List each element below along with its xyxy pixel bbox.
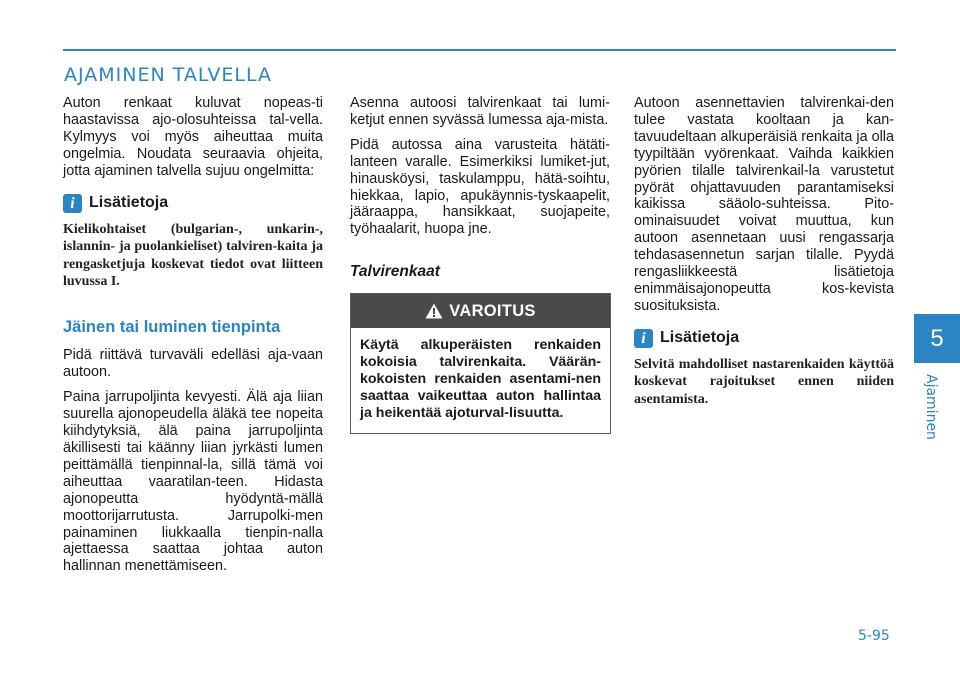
info-title: Lisätietoja: [660, 328, 740, 346]
paragraph-equipment: Pidä autossa aina varusteita hätäti-lanteen varalle. Esimerkiksi lumiket-jut, hinausköysi, taskulamppu, hätä-soihtu, hiekkaa, lapio, apukäynnis-tyskaapelit, jääraappa, hansikkaat, suojapeite, työhaalarit, huopa jne.: [350, 136, 610, 238]
info-title: Lisätietoja: [89, 193, 169, 211]
info-icon: i: [63, 194, 82, 213]
paragraph-tire-specs: Autoon asennettavien talvirenkai-den tulee vastata kooltaan ja kan-tavuudeltaan alkuperäisiä renkaita ja olla tyypiltään vyörenkaat. Vaihda kaikkien pyörien tilalle talvirenkail-la varustetut pyörät ohjattavuuden parantamiseksi kaikissa sääolo-suhteissa. Pito-ominaisuudet voivat muuttua, kun autoon asennetaan uusi rengassarja tehdasasennetun sarjan tilalle. Pyydä rengasliikkeestä lisätietoja enimmäisajonopeutta kos-kevista suosituksista.: [634, 95, 895, 314]
chapter-tab: 5: [914, 314, 960, 363]
top-rule: [63, 49, 896, 51]
paragraph-braking: Paina jarrupoljinta kevyesti. Älä aja liian suurella ajonopeudella äläkä tee nopeita kiihdytyksiä, älä paina jarrupoljinta äkillisesti tai käänny liian jyrkästi lumen peittämällä tienpinnal-la, sillä tämä voi aiheuttaa vaaratilan-teen. Hidasta ajonopeutta hyödyntä-mällä moottorijarrutusta. Jarrupolki-men painaminen liukkaalla tienpin-nalla ajettaessa saattaa johtaa auton hallinnan menettämiseen.: [63, 389, 323, 575]
warning-triangle-icon: [425, 303, 443, 319]
subheading-icy-road: Jäinen tai luminen tienpinta: [63, 317, 281, 336]
chapter-label-text: Ajaminen: [923, 374, 939, 440]
intro-paragraph: Auton renkaat kuluvat nopeas-ti haastavissa ajo-olosuhteissa tal-vella. Kylmyys voi myös aiheuttaa muita ongelmia. Noudata seuraavia ohjeita, jotta ajaminen talvella sujuu ongelmitta:: [63, 95, 323, 179]
paragraph-distance: Pidä riittävä turvaväli edelläsi aja-vaan autoon.: [63, 347, 323, 381]
warning-header: [351, 294, 610, 328]
warning-text: Käytä alkuperäisten renkaiden kokoisia talvirenkaita. Väärän-kokoisten renkaiden asentami-nen saattaa vaikeuttaa auton hallintaa ja heikentää ajoturval-lisuutta.: [360, 337, 601, 421]
column-2: [350, 95, 610, 434]
warning-title: VAROITUS: [449, 301, 536, 320]
warning-box: [350, 293, 611, 434]
info-icon: i: [634, 329, 653, 348]
page-number: 5-95: [858, 628, 890, 644]
info-header: [63, 194, 323, 213]
info-text: Selvitä mahdolliset nastarenkaiden käyttöä koskevat rajoitukset ennen niiden asentamista.: [634, 356, 894, 407]
column-3: [634, 95, 894, 416]
paragraph-chains: Asenna autoosi talvirenkaat tai lumi-ketjut ennen syvässä lumessa aja-mista.: [350, 95, 610, 128]
subheading-winter-tires: Talvirenkaat: [350, 263, 440, 281]
info-text: Kielikohtaiset (bulgarian-, unkarin-, islannin- ja puolankieliset) talviren-kaita ja rengasketjuja koskevat tiedot ovat liitteen luvussa I.: [63, 221, 323, 290]
section-title: AJAMINEN TALVELLA: [64, 64, 272, 86]
chapter-label: [919, 374, 943, 440]
column-1: [63, 95, 323, 583]
info-header: [634, 329, 894, 348]
